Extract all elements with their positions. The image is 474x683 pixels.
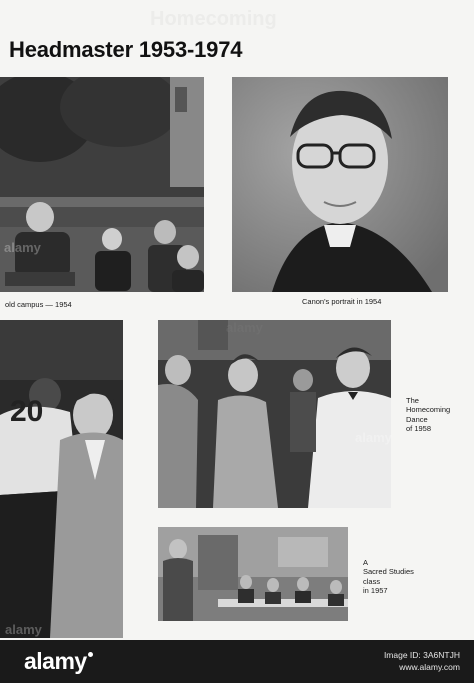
old-campus-caption: old campus — 1954 <box>5 300 72 309</box>
dance-caption <box>406 396 450 434</box>
jersey-number: 20 <box>10 395 44 428</box>
dance-caption-line: of 1958 <box>406 424 432 434</box>
watermark: alamy <box>4 240 41 255</box>
class-caption-line: class <box>363 576 381 586</box>
class-caption-line: A <box>363 558 369 567</box>
class-caption <box>363 558 414 596</box>
ghost-heading: Homecoming <box>150 8 277 30</box>
footer-url: www.alamy.com <box>399 662 460 673</box>
watermark: alamy <box>355 430 392 445</box>
canon-portrait-photo <box>232 77 448 292</box>
old-campus-photo <box>0 77 204 292</box>
footer-meta <box>384 649 460 674</box>
portrait-caption: Canon's portrait in 1954 <box>302 297 382 306</box>
footer-bar <box>0 640 474 683</box>
football-photo <box>0 320 123 638</box>
watermark: alamy <box>5 622 42 637</box>
dance-caption-line: Dance <box>406 414 428 424</box>
class-caption-line: in 1957 <box>363 586 388 596</box>
sacred-studies-class-photo <box>158 527 348 621</box>
watermark: alamy <box>226 320 263 335</box>
alamy-logo <box>24 648 93 675</box>
logo-dot-icon <box>88 652 93 657</box>
dance-caption-line: The <box>406 396 419 405</box>
homecoming-dance-photo <box>158 320 391 508</box>
image-id-text: Image ID: 3A6NTJH <box>383 650 460 660</box>
page-title: Headmaster 1953-1974 <box>9 37 243 62</box>
class-caption-line: Sacred Studies <box>363 567 414 577</box>
dance-caption-line: Homecoming <box>406 405 451 415</box>
alamy-logo-text: alamy <box>24 648 87 674</box>
